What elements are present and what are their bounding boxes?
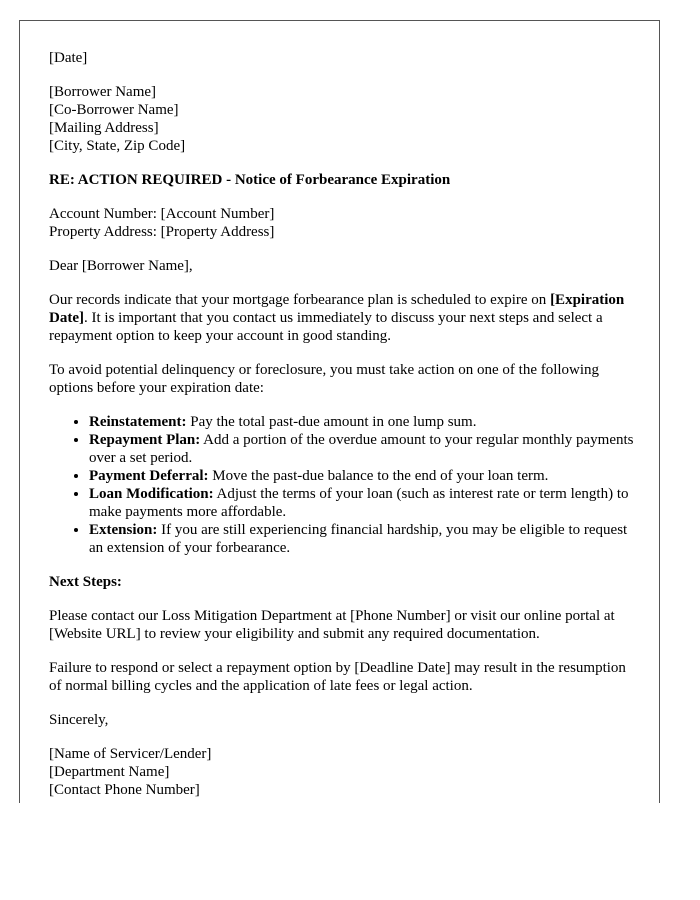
subject-line: RE: ACTION REQUIRED - Notice of Forbearance Expiration <box>49 172 451 188</box>
option-item <box>89 521 639 557</box>
options-list <box>49 413 639 557</box>
options-intro: To avoid potential delinquency or foreclosure, you must take action on one of the following options before your expiration date: <box>49 362 600 396</box>
co-borrower-name: [Co-Borrower Name] <box>49 102 179 118</box>
option-term: Reinstatement: <box>89 414 187 430</box>
option-text: If you are still experiencing financial hardship, you may be eligible to request an extension of your forbearance. <box>89 522 628 556</box>
city-state-zip: [City, State, Zip Code] <box>49 138 186 154</box>
signature-block <box>49 745 639 799</box>
account-number: Account Number: [Account Number] <box>49 206 275 222</box>
letter-date: [Date] <box>49 50 88 66</box>
option-text: Move the past-due balance to the end of your loan term. <box>208 468 549 484</box>
recipient-block <box>49 83 639 155</box>
salutation: Dear [Borrower Name], <box>49 258 193 274</box>
mailing-address: [Mailing Address] <box>49 120 159 136</box>
next-steps-heading: Next Steps: <box>49 574 122 590</box>
letter-page <box>19 20 660 803</box>
option-term: Payment Deferral: <box>89 468 209 484</box>
account-block <box>49 205 639 241</box>
intro-text-before: Our records indicate that your mortgage forbearance plan is scheduled to expire on <box>49 292 551 308</box>
option-term: Extension: <box>89 522 158 538</box>
expiration-date: [Expiration Date] <box>49 292 625 326</box>
option-item <box>89 485 639 521</box>
contact-phone: [Contact Phone Number] <box>49 782 200 798</box>
closing: Sincerely, <box>49 712 109 728</box>
option-text: Add a portion of the overdue amount to your regular monthly payments over a set period. <box>89 432 634 466</box>
intro-text-after: . It is important that you contact us immediately to discuss your next steps and select a repayment option to keep your account in good standing. <box>49 310 603 344</box>
option-item <box>89 467 639 485</box>
department-name: [Department Name] <box>49 764 170 780</box>
property-address: Property Address: [Property Address] <box>49 224 275 240</box>
next-steps-paragraph: Please contact our Loss Mitigation Department at [Phone Number] or visit our online portal at [Website URL] to review your eligibility and submit any required documentation. <box>49 608 615 642</box>
borrower-name: [Borrower Name] <box>49 84 157 100</box>
option-term: Repayment Plan: <box>89 432 201 448</box>
option-item <box>89 413 639 431</box>
servicer-name: [Name of Servicer/Lender] <box>49 746 212 762</box>
option-term: Loan Modification: <box>89 486 214 502</box>
letter-body <box>49 49 639 803</box>
intro-paragraph <box>49 291 639 345</box>
warning-paragraph: Failure to respond or select a repayment option by [Deadline Date] may result in the resumption of normal billing cycles and the application of late fees or legal action. <box>49 660 626 694</box>
option-text: Adjust the terms of your loan (such as interest rate or term length) to make payments more affordable. <box>89 486 629 520</box>
option-item <box>89 431 639 467</box>
option-text: Pay the total past-due amount in one lump sum. <box>186 414 477 430</box>
